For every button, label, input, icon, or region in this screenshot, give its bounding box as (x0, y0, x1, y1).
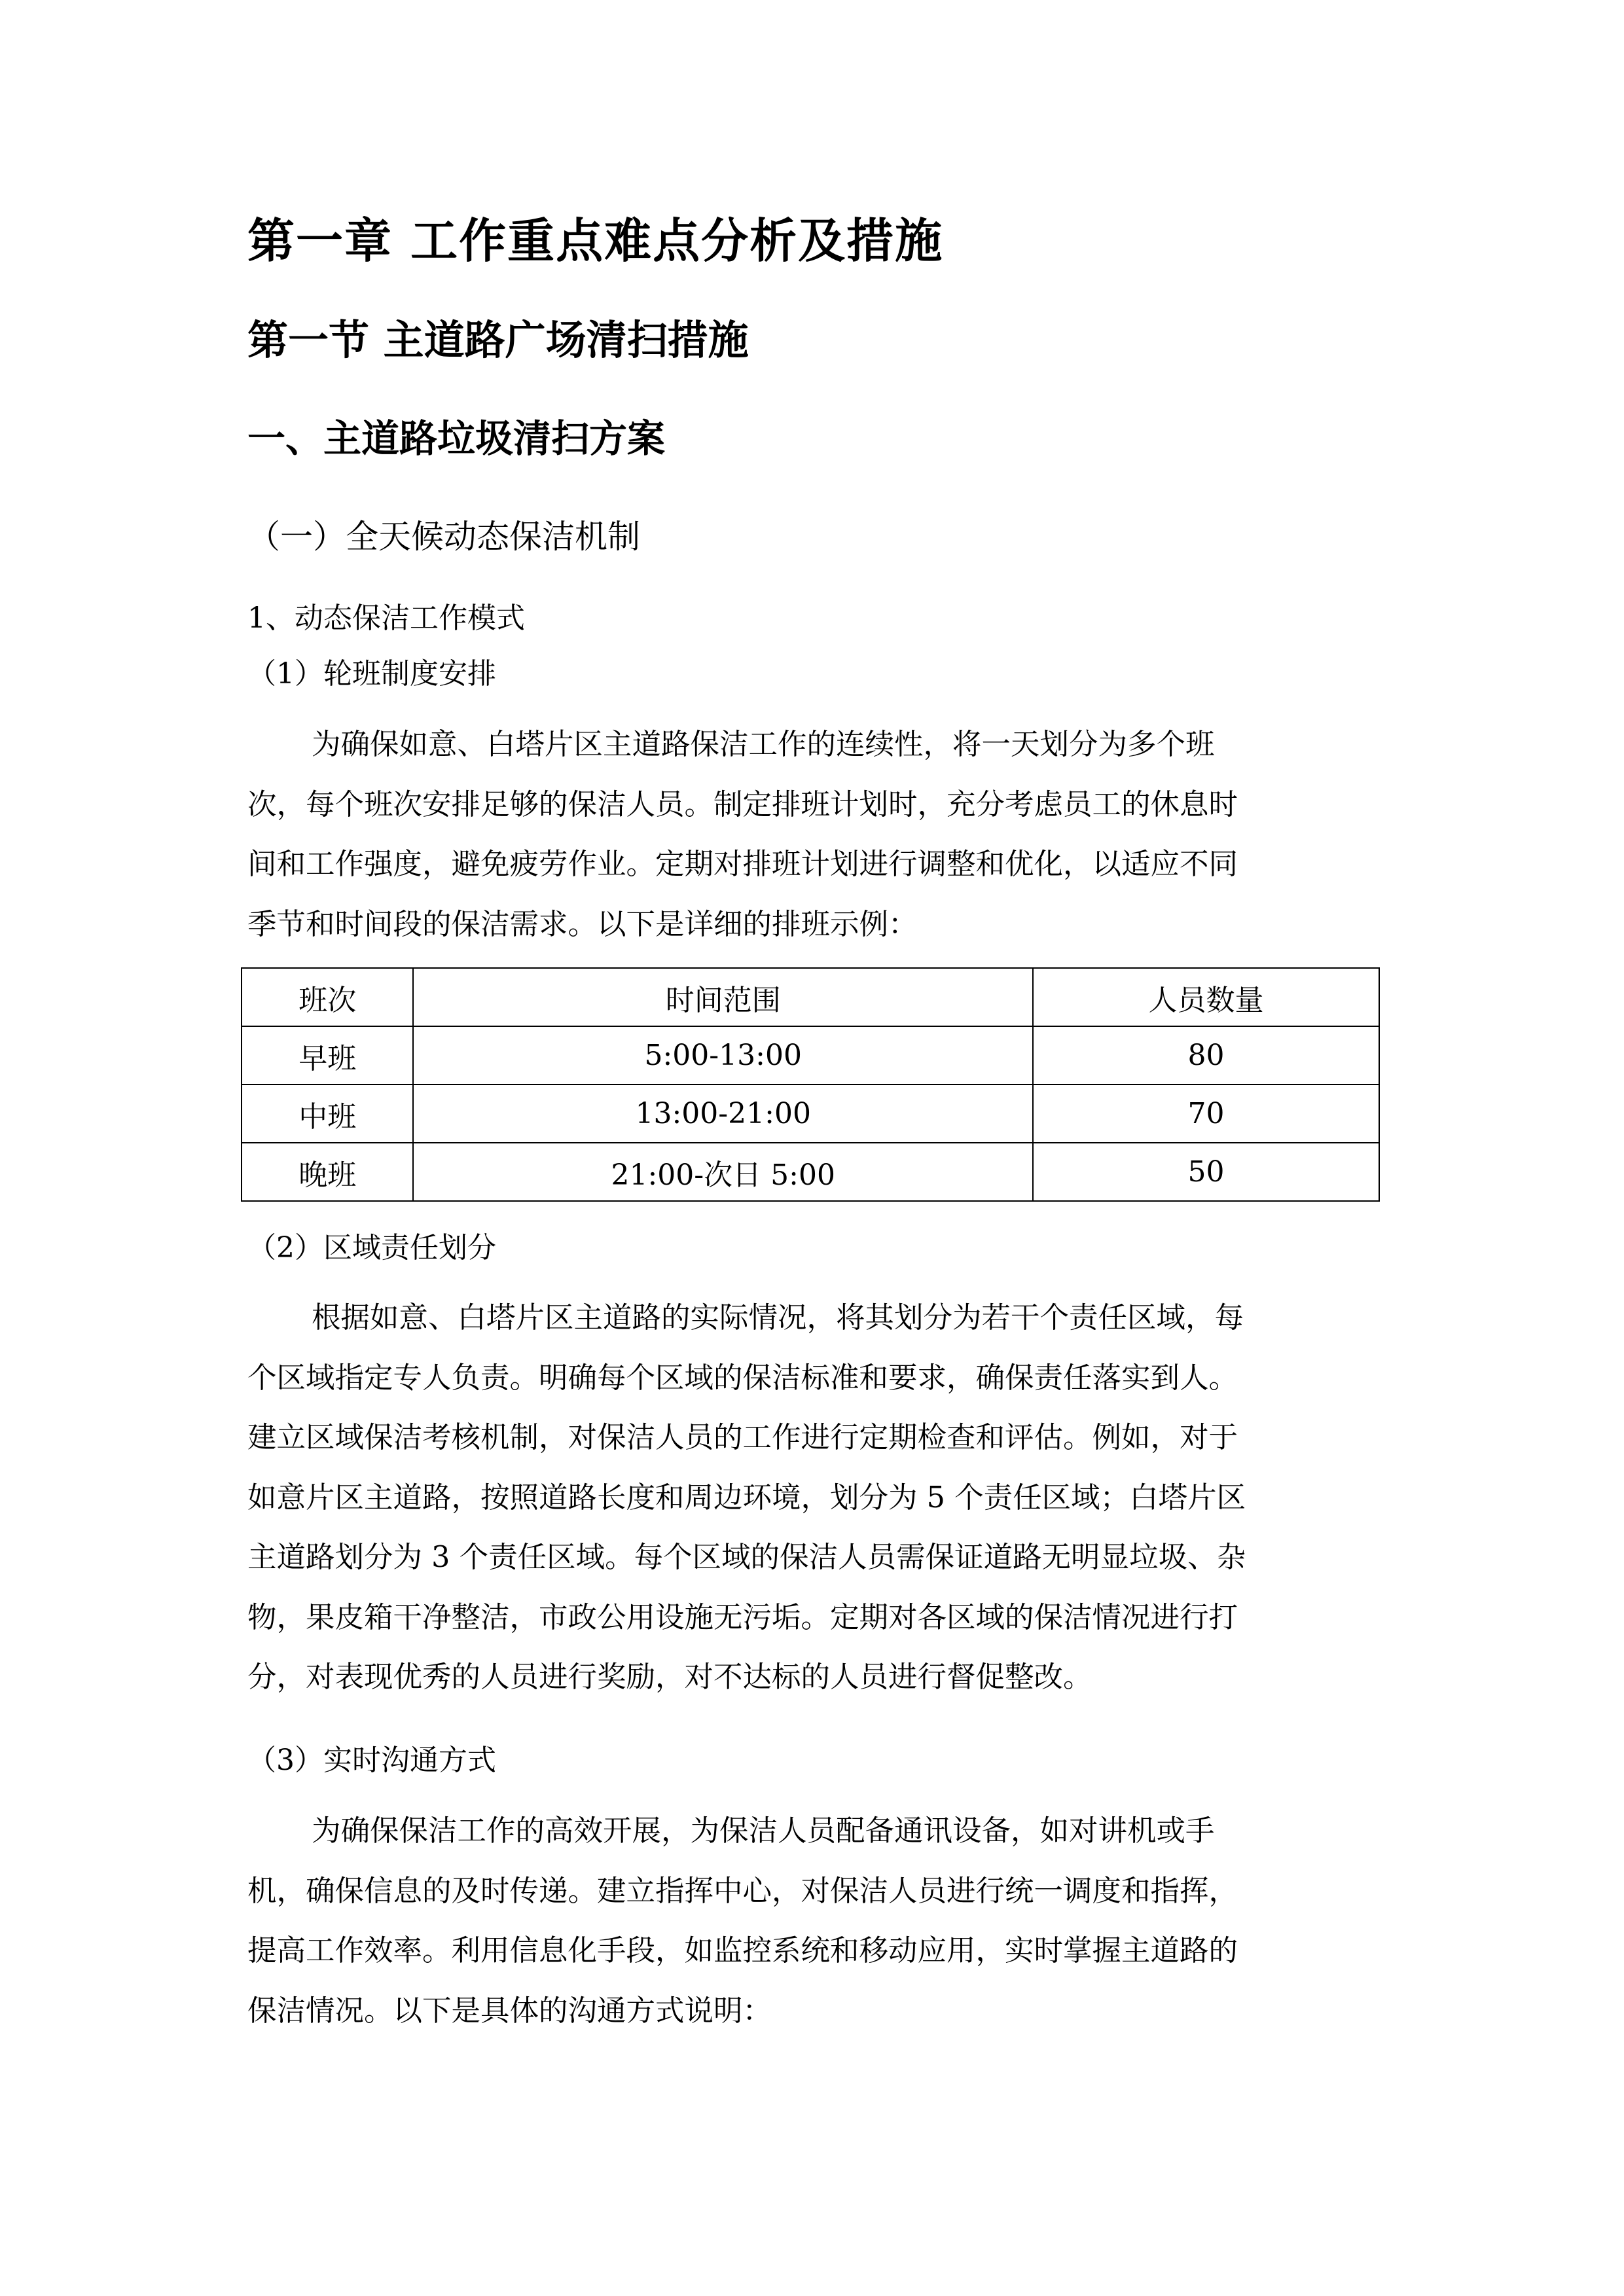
table-header-cell: 人员数量 (1033, 968, 1379, 1026)
chapter-title: 第一章 工作重点难点分析及措施 (247, 213, 944, 268)
sub-item-heading-shift: （1）轮班制度安排 (247, 657, 496, 691)
paragraph-line: 个区域指定专人负责。明确每个区域的保洁标准和要求，确保责任落实到人。 (247, 1361, 1238, 1395)
paragraph-line: 如意片区主道路，按照道路长度和周边环境，划分为 5 个责任区域；白塔片区 (247, 1480, 1246, 1515)
paragraph-line: 次，每个班次安排足够的保洁人员。制定排班计划时，充分考虑员工的休息时 (247, 787, 1238, 821)
sub-item-heading-zones: （2）区域责任划分 (247, 1231, 496, 1265)
table-cell: 50 (1033, 1143, 1379, 1201)
table-cell: 5:00-13:00 (413, 1026, 1033, 1085)
item-title: 1、动态保洁工作模式 (247, 601, 525, 635)
paragraph-zones (247, 1288, 1386, 1708)
sub-item-heading-communication: （3）实时沟通方式 (247, 1744, 496, 1777)
paragraph-line: 机，确保信息的及时传递。建立指挥中心，对保洁人员进行统一调度和指挥， (247, 1874, 1238, 1908)
table-cell: 21:00-次日 5:00 (413, 1143, 1033, 1201)
table-row (242, 1085, 1379, 1143)
paragraph-line: 建立区域保洁考核机制，对保洁人员的工作进行定期检查和评估。例如，对于 (247, 1421, 1238, 1454)
table-cell: 70 (1033, 1085, 1379, 1143)
paragraph-line: 季节和时间段的保洁需求。以下是详细的排班示例： (247, 907, 918, 941)
shift-schedule-table (241, 967, 1380, 1202)
table-cell: 早班 (242, 1026, 413, 1085)
section-title: 第一节 主道路广场清扫措施 (247, 316, 749, 364)
table-header-row (242, 968, 1379, 1026)
table-row (242, 1143, 1379, 1201)
paragraph-line: 保洁情况。以下是具体的沟通方式说明： (247, 1994, 772, 2028)
table-cell: 晚班 (242, 1143, 413, 1201)
table-cell: 中班 (242, 1085, 413, 1143)
table-row (242, 1026, 1379, 1085)
paragraph-line: 间和工作强度，避免疲劳作业。定期对排班计划进行调整和优化，以适应不同 (247, 848, 1238, 881)
paragraph-line: 物，果皮箱干净整洁，市政公用设施无污垢。定期对各区域的保洁情况进行打 (247, 1600, 1238, 1634)
paragraph-communication (247, 1801, 1386, 2041)
paragraph-line: 分，对表现优秀的人员进行奖励，对不达标的人员进行督促整改。 (247, 1660, 1092, 1694)
table-cell: 80 (1033, 1026, 1379, 1085)
paragraph-line: 为确保如意、白塔片区主道路保洁工作的连续性，将一天划分为多个班 (312, 728, 1215, 761)
paragraph-line: 根据如意、白塔片区主道路的实际情况，将其划分为若干个责任区域，每 (312, 1301, 1244, 1335)
paragraph-shift (247, 715, 1386, 954)
table-cell: 13:00-21:00 (413, 1085, 1033, 1143)
paragraph-line: 提高工作效率。利用信息化手段，如监控系统和移动应用，实时掌握主道路的 (247, 1934, 1238, 1967)
paragraph-line: 主道路划分为 3 个责任区域。每个区域的保洁人员需保证道路无明显垃圾、杂 (247, 1541, 1246, 1574)
subsection-title: 一、主道路垃圾清扫方案 (247, 416, 666, 461)
table-header-cell: 班次 (242, 968, 413, 1026)
paragraph-line: 为确保保洁工作的高效开展，为保洁人员配备通讯设备，如对讲机或手 (312, 1814, 1215, 1848)
part-title: （一）全天候动态保洁机制 (247, 518, 640, 556)
table-header-cell: 时间范围 (413, 968, 1033, 1026)
